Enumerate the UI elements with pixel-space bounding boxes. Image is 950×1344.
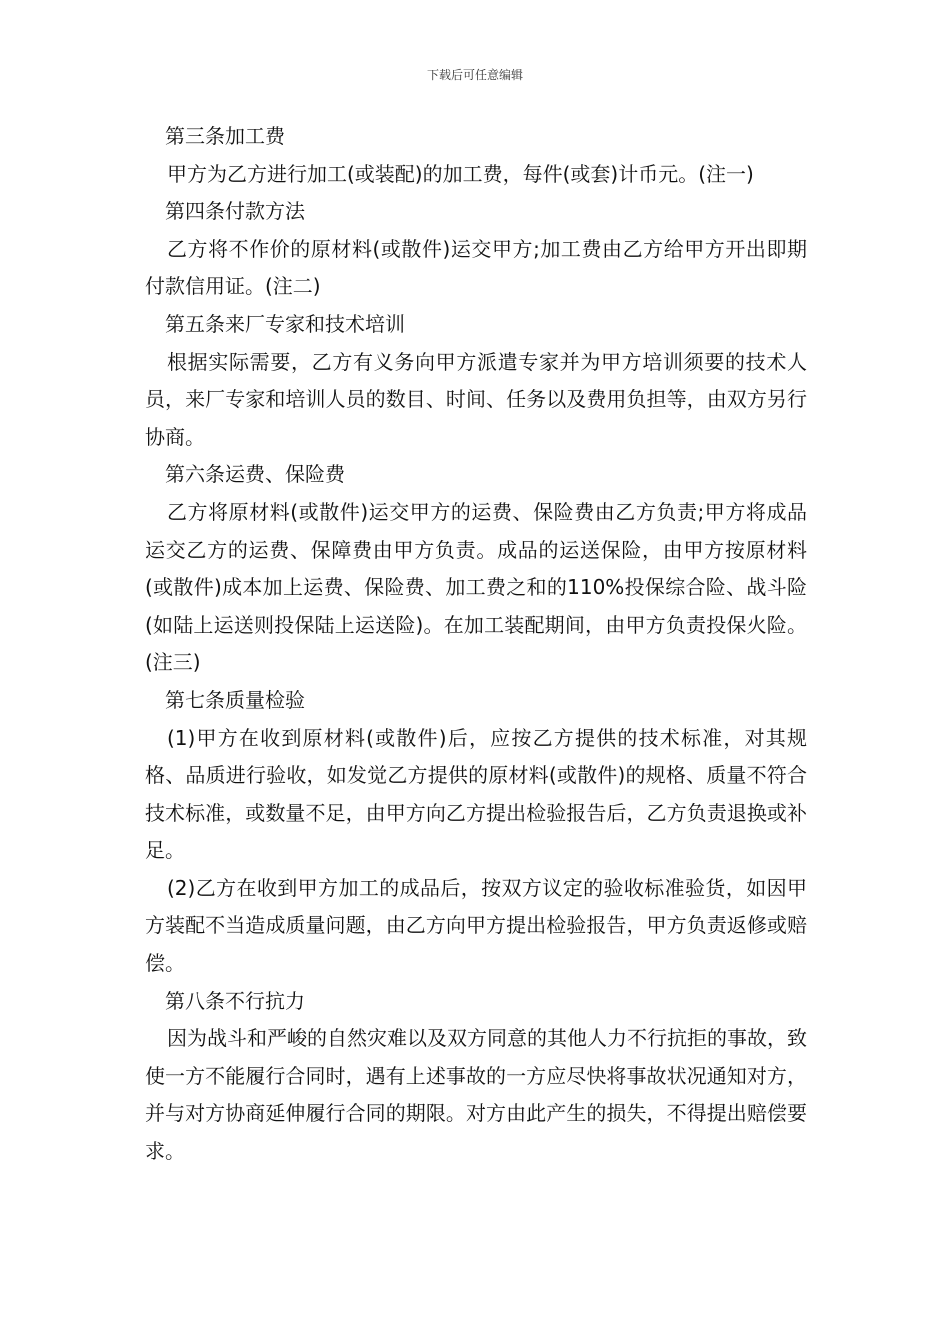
- section-paragraph: 乙方将不作价的原材料(或散件)运交甲方;加工费由乙方给甲方开出即期付款信用证。(注二): [145, 236, 807, 299]
- section-heading: 第六条运费、保险费: [165, 462, 345, 487]
- section-paragraph: 甲方为乙方进行加工(或装配)的加工费，每件(或套)计币元。(注一): [167, 161, 754, 186]
- section-heading: 第三条加工费: [165, 124, 285, 148]
- section-heading: 第八条不行抗力: [165, 988, 305, 1013]
- section-paragraph: 乙方将原材料(或散件)运交甲方的运费、保险费由乙方负责;甲方将成品运交乙方的运费、保障费由甲方负责。成品的运送保险，由甲方按原材料(或散件)成本加上运费、保险费、加工费之和的110%投保综合险、战斗险(如陆上运送则投保陆上运送险)。在加工装配期间，由甲方负责投保火险。(注三): [145, 499, 807, 675]
- section-paragraph: (1)甲方在收到原材料(或散件)后，应按乙方提供的技术标准，对其规格、品质进行验收，如发觉乙方提供的原材料(或散件)的规格、质量不符合技术标准，或数量不足，由甲方向乙方提出检验报告后，乙方负责退换或补足。: [145, 725, 807, 863]
- section-paragraph: 根据实际需要，乙方有义务向甲方派遣专家并为甲方培训须要的技术人员，来厂专家和培训人员的数目、时间、任务以及费用负担等，由双方另行协商。: [145, 349, 807, 449]
- section-heading: 第五条来厂专家和技术培训: [165, 311, 405, 336]
- section-paragraph: (2)乙方在收到甲方加工的成品后，按双方议定的验收标准验货，如因甲方装配不当造成质量问题，由乙方向甲方提出检验报告，甲方负责返修或赔偿。: [145, 875, 807, 976]
- header-note: 下载后可任意编辑: [426, 68, 523, 82]
- section-paragraph: 因为战斗和严峻的自然灾难以及双方同意的其他人力不行抗拒的事故，致使一方不能履行合同时，遇有上述事故的一方应尽快将事故状况通知对方，并与对方协商延伸履行合同的期限。对方由此产生的损失，不得提出赔偿要求。: [145, 1026, 807, 1164]
- document-body: [145, 118, 807, 1171]
- section-heading: 第四条付款方法: [165, 199, 305, 224]
- section-heading: 第七条质量检验: [165, 687, 305, 712]
